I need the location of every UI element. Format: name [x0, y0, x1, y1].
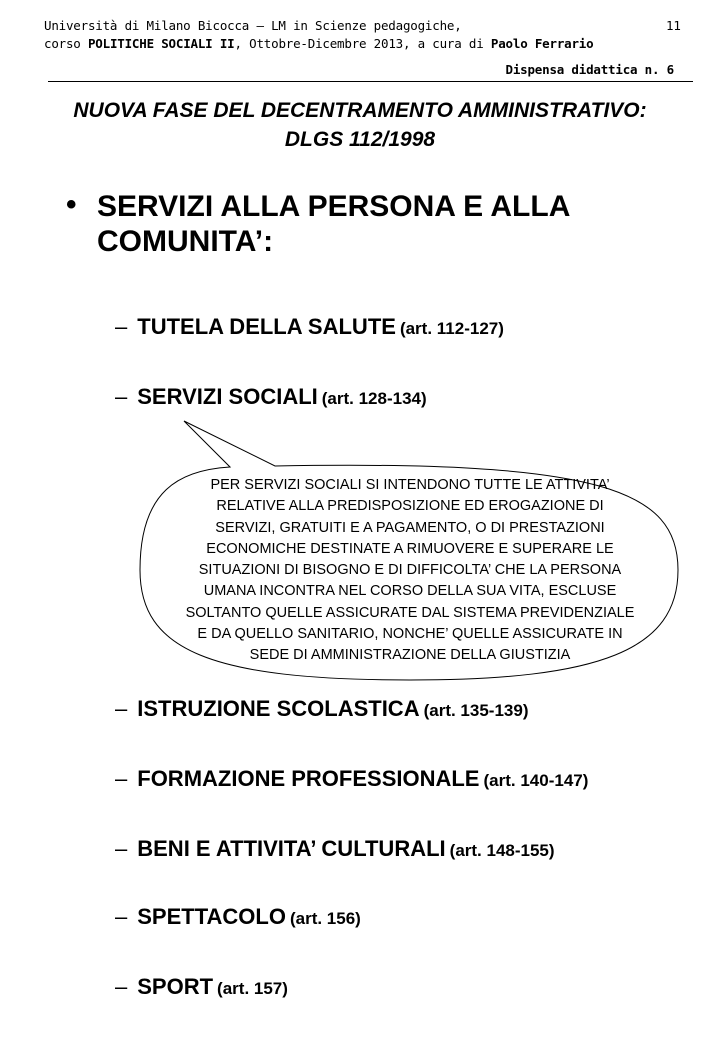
list-dash: – — [115, 384, 128, 409]
header-author: Paolo Ferrario — [490, 36, 594, 51]
list-dash: – — [115, 974, 128, 999]
list-item — [115, 384, 427, 410]
list-item-article: (art. 157) — [217, 979, 288, 998]
list-item-article: (art. 148-155) — [449, 841, 555, 860]
list-item-name: SERVIZI SOCIALI — [137, 384, 318, 409]
list-dash: – — [115, 904, 128, 929]
main-bullet-heading-line2: COMUNITA’: — [97, 225, 274, 258]
list-item-name: FORMAZIONE PROFESSIONALE — [137, 766, 480, 791]
list-dash: – — [115, 696, 128, 721]
list-item — [115, 314, 504, 340]
list-dash: – — [115, 314, 128, 339]
callout-line: SITUAZIONI DI BISOGNO E DI DIFFICOLTA’ CHE LA PERSONA — [198, 562, 622, 579]
list-item — [115, 836, 555, 862]
page-number: 11 — [666, 18, 681, 33]
callout-line: SEDE DI AMMINISTRAZIONE DELLA GIUSTIZIA — [249, 647, 571, 664]
list-item — [115, 696, 528, 722]
callout-line: RELATIVE ALLA PREDISPOSIZIONE ED EROGAZIONE DI — [216, 498, 604, 515]
list-item-article: (art. 135-139) — [423, 701, 529, 720]
page-title-line1: NUOVA FASE DEL DECENTRAMENTO AMMINISTRATIVO: — [73, 99, 647, 122]
speech-bubble-text — [150, 475, 670, 667]
list-item-name: ISTRUZIONE SCOLASTICA — [137, 696, 420, 721]
list-item-name: SPETTACOLO — [137, 904, 286, 929]
callout-line: E DA QUELLO SANITARIO, NONCHE’ QUELLE ASSICURATE IN — [197, 626, 623, 643]
list-dash: – — [115, 836, 128, 861]
list-item-article: (art. 140-147) — [483, 771, 589, 790]
main-bullet-symbol: • — [66, 188, 77, 221]
page-title-line2: DLGS 112/1998 — [284, 128, 436, 151]
list-item — [115, 766, 588, 792]
list-item — [115, 904, 361, 930]
callout-line: PER SERVIZI SOCIALI SI INTENDONO TUTTE LE ATTIVITA’ — [210, 477, 610, 493]
header-course-name: POLITICHE SOCIALI II — [87, 36, 235, 51]
list-dash: – — [115, 766, 128, 791]
list-item-article: (art. 128-134) — [321, 389, 427, 408]
header-course-prefix: corso — [44, 36, 88, 51]
callout-line: ECONOMICHE DESTINATE A RIMUOVERE E SUPERARE LE — [206, 540, 614, 557]
list-item-name: TUTELA DELLA SALUTE — [137, 314, 396, 339]
dispensa-label: Dispensa didattica n. 6 — [505, 62, 674, 77]
callout-line: SERVIZI, GRATUITI E A PAGAMENTO, O DI PRESTAZIONI — [215, 519, 605, 536]
callout-line: SOLTANTO QUELLE ASSICURATE DAL SISTEMA PREVIDENZIALE — [185, 604, 635, 621]
list-item-name: BENI E ATTIVITA’ CULTURALI — [137, 836, 446, 861]
callout-line: UMANA INCONTRA NEL CORSO DELLA SUA VITA, ESCLUSE — [203, 583, 617, 600]
header-institution-line: Università di Milano Bicocca – LM in Scienze pedagogiche, — [44, 18, 462, 33]
list-item-name: SPORT — [137, 974, 214, 999]
list-item — [115, 974, 288, 1000]
header-course-middle: , Ottobre-Dicembre 2013, a cura di — [234, 36, 491, 51]
list-item-article: (art. 112-127) — [399, 319, 504, 338]
main-bullet-heading-line1: SERVIZI ALLA PERSONA E ALLA — [97, 190, 571, 223]
list-item-article: (art. 156) — [289, 909, 361, 928]
